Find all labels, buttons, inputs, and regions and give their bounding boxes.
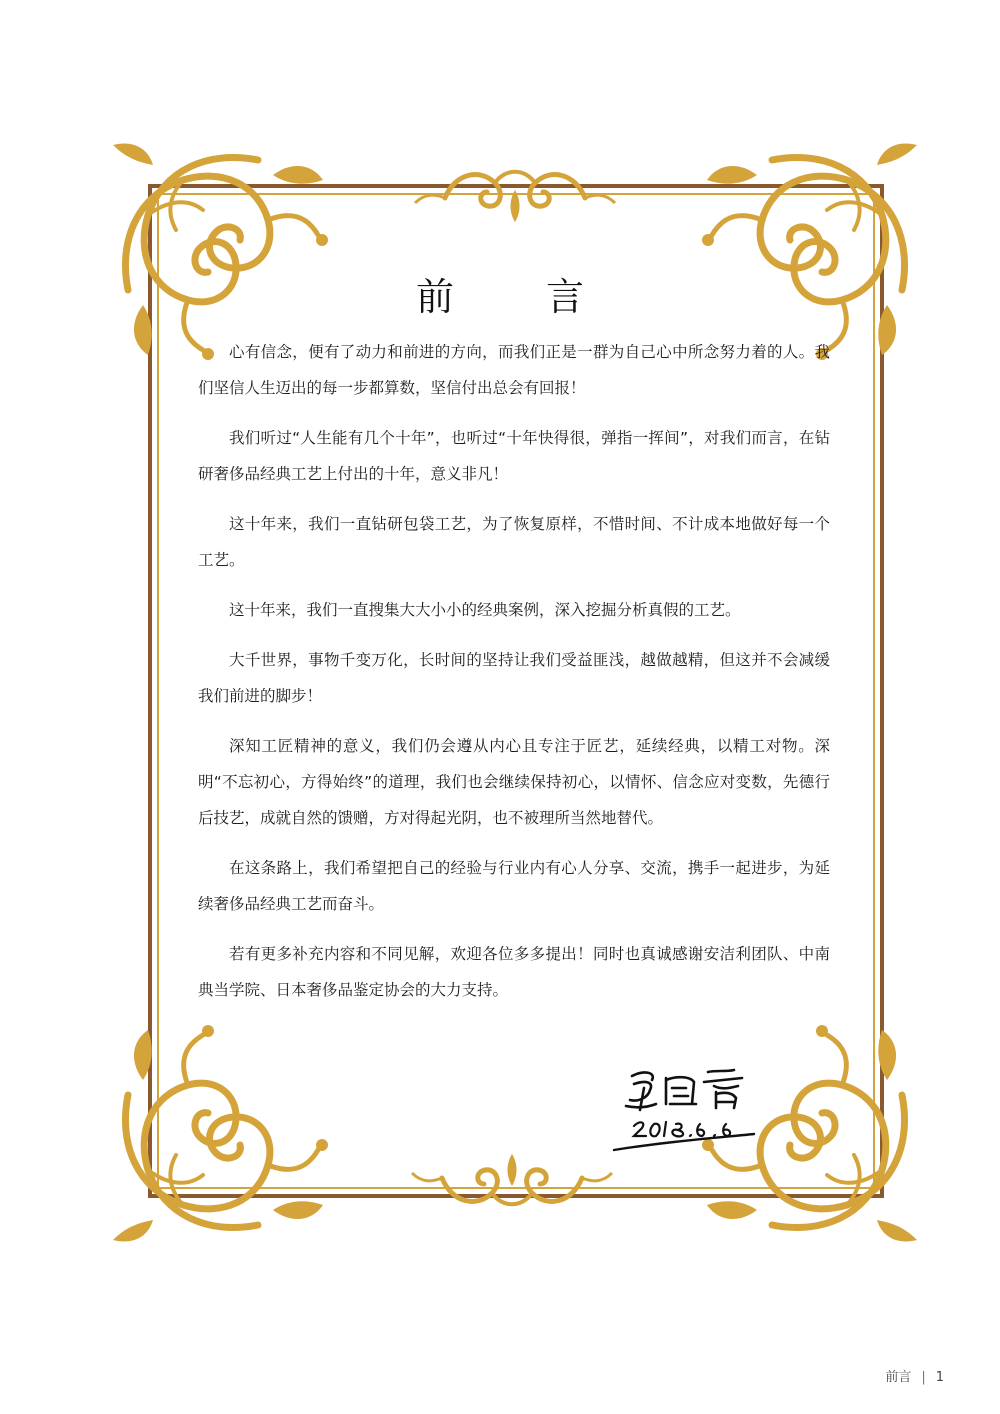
- page-footer: [885, 1366, 944, 1385]
- footer-section: 前言: [885, 1370, 912, 1385]
- preface-body: [198, 334, 830, 1022]
- page-title: 前 言: [415, 275, 625, 319]
- scroll-corner-icon-top-left: [113, 144, 328, 360]
- scroll-center-icon-top: [415, 172, 615, 222]
- paragraph: 深知工匠精神的意义，我们仍会遵从内心且专注于匠艺，延续经典，以精工对物。深明“不忘初心，方得始终”的道理，我们也会继续保持初心，以情怀、信念应对变数，先德行后技艺，成就自然的馈赠，方对得起光阴，也不被理所当然地替代。: [198, 737, 830, 827]
- paragraph: 心有信念，便有了动力和前进的方向，而我们正是一群为自己心中所念努力着的人。我们坚信人生迈出的每一步都算数，坚信付出总会有回报！: [198, 343, 830, 397]
- scroll-corner-icon-top-right: [702, 144, 917, 360]
- paragraph: 这十年来，我们一直钻研包袋工艺，为了恢复原样，不惜时间、不计成本地做好每一个工艺。: [198, 515, 830, 569]
- handwritten-signature: [604, 1058, 774, 1168]
- page-number: 1: [935, 1370, 944, 1385]
- paragraph: 在这条路上，我们希望把自己的经验与行业内有心人分享、交流，携手一起进步，为延续奢侈品经典工艺而奋斗。: [198, 859, 830, 913]
- scroll-corner-icon-bottom-left: [113, 1025, 328, 1241]
- footer-separator: |: [921, 1370, 926, 1385]
- paragraph: 我们听过“人生能有几个十年”，也听过“十年快得很，弹指一挥间”，对我们而言，在钻研奢侈品经典工艺上付出的十年，意义非凡！: [198, 429, 830, 483]
- paragraph: 若有更多补充内容和不同见解，欢迎各位多多提出！同时也真诚感谢安洁利团队、中南典当学院、日本奢侈品鉴定协会的大力支持。: [198, 945, 830, 999]
- paragraph: 大千世界，事物千变万化，长时间的坚持让我们受益匪浅，越做越精，但这并不会减缓我们前进的脚步！: [198, 651, 830, 705]
- paragraph: 这十年来，我们一直搜集大大小小的经典案例，深入挖掘分析真假的工艺。: [229, 601, 741, 619]
